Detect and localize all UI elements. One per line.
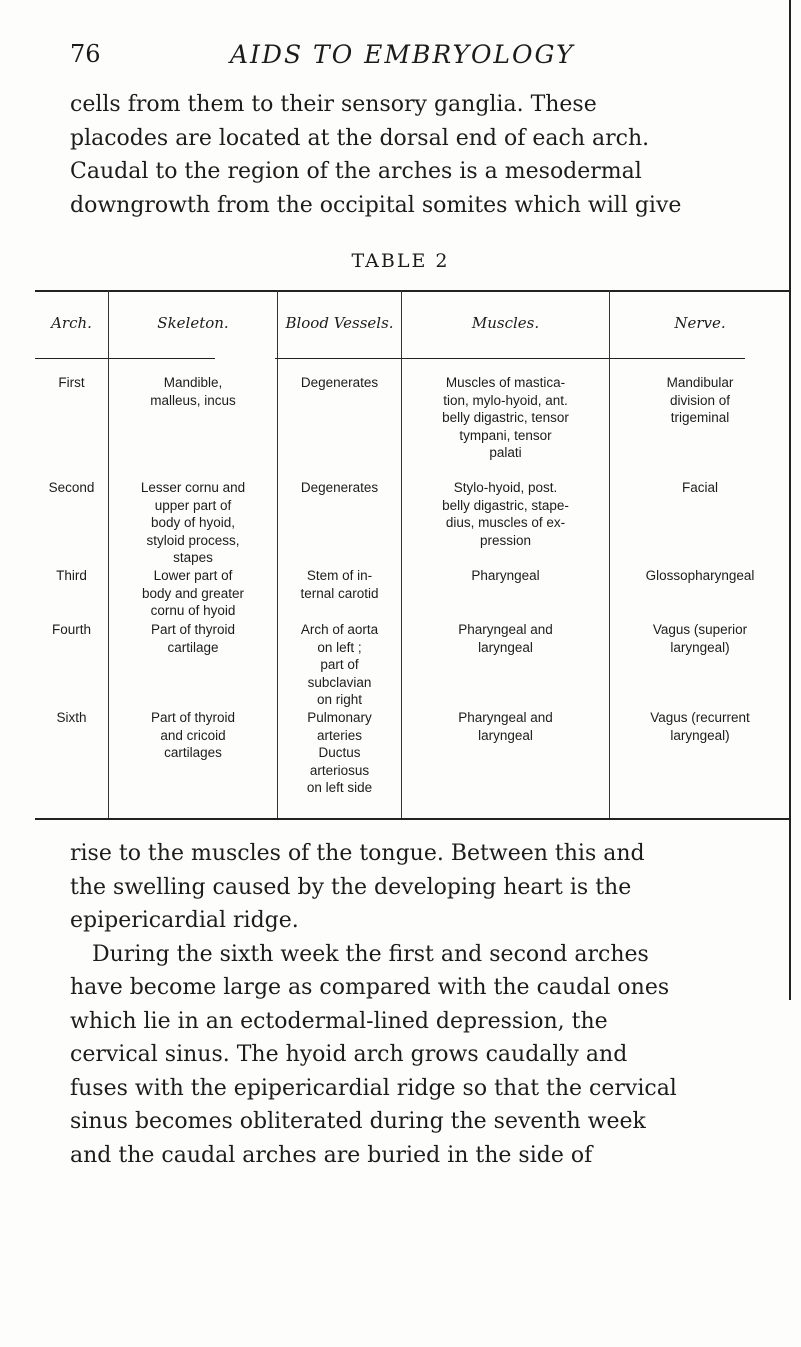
cell-arch: Third [56, 568, 87, 583]
cell-nerve: Vagus (recurrent laryngeal) [650, 710, 750, 743]
cell-muscles: Pharyngeal and laryngeal [458, 710, 553, 743]
header-blood-vessels: Blood Vessels. [285, 314, 394, 332]
cell-skeleton: Mandible, malleus, incus [150, 375, 236, 408]
cell-arch: Fourth [51, 622, 92, 637]
cell-arch: Second [48, 480, 95, 495]
text-line: fuses with the epipericardial ridge so that the cervical [70, 1075, 677, 1101]
text-line: sinus becomes obliterated during the seventh week [70, 1109, 646, 1134]
table-title: TABLE 2 [351, 250, 450, 272]
cell-nerve: Glossopharyngeal [645, 568, 755, 583]
cell-muscles: Pharyngeal and laryngeal [458, 622, 553, 655]
cell-skeleton: Part of thyroid cartilage [150, 622, 236, 655]
text-line: the swelling caused by the developing heart is the [70, 874, 632, 900]
text-line: cells from them to their sensory ganglia. These [70, 92, 597, 117]
text-line: downgrowth from the occipital somites which will give [70, 192, 682, 218]
data-table [35, 290, 790, 820]
page-header [70, 40, 770, 80]
text-line: cervical sinus. The hyoid arch grows caudally and [70, 1042, 628, 1067]
cell-skeleton: Lesser cornu and upper part of body of hyoid, styloid process, stapes [140, 480, 246, 565]
header-muscles: Muscles. [471, 314, 540, 332]
cell-vessels: Arch of aorta on left ; part of subclavian on right [300, 622, 379, 707]
cell-arch: Sixth [56, 710, 87, 725]
header-rule [275, 358, 745, 359]
cell-muscles: Muscles of mastica- tion, mylo-hyoid, ant. belly digastric, tensor tympani, tensor palati [442, 375, 569, 460]
header-rule [35, 358, 215, 359]
paragraph-top [70, 88, 756, 222]
running-title: AIDS TO EMBRYOLOGY [230, 40, 575, 69]
cell-skeleton: Part of thyroid and cricoid cartilages [150, 710, 236, 760]
text-line: which lie in an ectodermal-lined depression, the [70, 1008, 608, 1034]
cell-vessels: Pulmonary arteries Ductus arteriosus on left side [306, 710, 373, 795]
cell-vessels: Degenerates [300, 375, 379, 390]
table-top-rule [35, 290, 790, 292]
text-line: have become large as compared with the caudal ones [70, 975, 670, 1000]
text-line: During the sixth week the first and second arches [92, 941, 649, 967]
cell-arch: First [58, 375, 85, 390]
header-arch: Arch. [51, 314, 92, 332]
cell-vessels: Degenerates [300, 480, 379, 495]
cell-muscles: Stylo-hyoid, post. belly digastric, stape- dius, muscles of ex- pression [442, 480, 569, 548]
cell-muscles: Pharyngeal [471, 568, 540, 583]
text-line: rise to the muscles of the tongue. Between this and [70, 841, 645, 866]
header-skeleton: Skeleton. [157, 314, 229, 332]
header-nerve: Nerve. [674, 314, 726, 332]
paragraph-bottom [70, 837, 756, 1172]
cell-nerve: Vagus (superior laryngeal) [652, 622, 748, 655]
cell-nerve: Mandibular division of trigeminal [666, 375, 734, 425]
cell-vessels: Stem of in- ternal carotid [300, 568, 379, 601]
text-line: Caudal to the region of the arches is a mesodermal [70, 159, 642, 184]
text-line: and the caudal arches are buried in the side of [70, 1142, 593, 1168]
text-line: epipericardial ridge. [70, 908, 299, 933]
table-bottom-rule [35, 818, 790, 820]
page-number: 76 [70, 40, 101, 68]
cell-nerve: Facial [681, 480, 718, 495]
cell-skeleton: Lower part of body and greater cornu of hyoid [141, 568, 245, 618]
text-line: placodes are located at the dorsal end of each arch. [70, 125, 650, 151]
page-edge-line [789, 0, 791, 1000]
